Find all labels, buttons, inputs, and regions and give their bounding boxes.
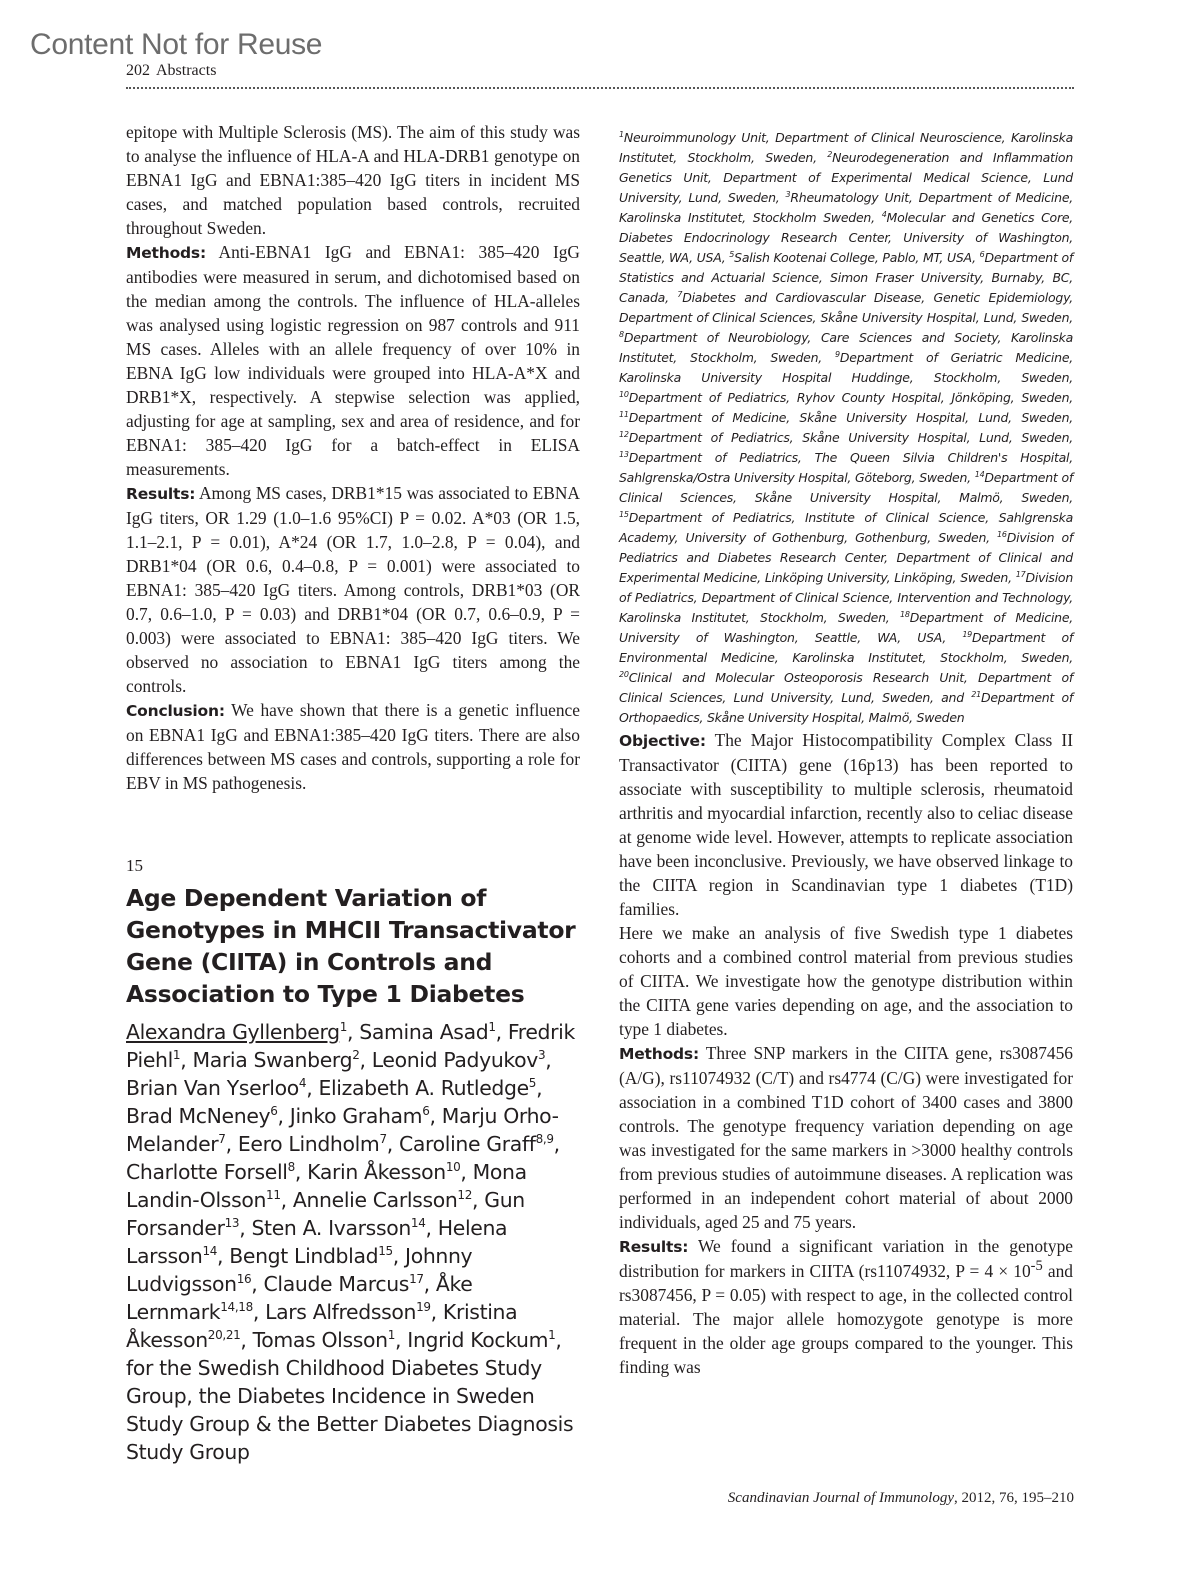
results-heading: Results: [619,1238,689,1256]
affiliation-number: 17 [1015,569,1026,579]
author-affiliation-sup: 2 [352,1048,360,1063]
results-heading: Results: [126,485,196,503]
author-name: , Brian Van Yserloo [126,1048,552,1100]
author-name: , Claude Marcus [251,1272,410,1296]
author-affiliation-sup: 1 [548,1328,556,1343]
affiliation-text: Salish Kootenai College, Pablo, MT, USA, [734,250,980,265]
affiliation-text: Neurodegeneration and Inflammation Genetics Unit, Department of Experimental Medical Science, Lund University, Lund, Sweden, [619,150,1073,205]
author-affiliation-sup: 8 [287,1160,295,1175]
author-name: , Karin Åkesson [294,1160,446,1184]
section-name: Abstracts [156,62,217,79]
author-name: , Leonid Padyukov [359,1048,538,1072]
author-name: , Samina Asad [347,1020,489,1044]
author-affiliation-sup: 12 [457,1188,472,1203]
affiliation-text: Department of Geriatric Medicine, Karolinska University Hospital Huddinge, Stockholm, Sweden, [619,350,1073,385]
affiliation-number: 1 [619,129,624,139]
affiliation-text: Department of Clinical Sciences, Skåne University Hospital, Malmö, Sweden, [619,470,1073,505]
affiliation-text: Department of Pediatrics, The Queen Silvia Children's Hospital, Sahlgrenska/Ostra University Hospital, Göteborg, Sweden, [619,450,1073,485]
affiliation-number: 12 [619,429,629,439]
affiliation-text: Department of Pediatrics, Skåne University Hospital, Lund, Sweden, [628,430,1073,445]
author-affiliation-sup: 7 [379,1132,387,1147]
methods-paragraph [619,1041,1073,1234]
journal-name: Scandinavian Journal of Immunology [727,1490,954,1506]
affiliation-number: 14 [974,469,985,479]
affiliation-number: 7 [677,289,683,299]
abstract-title: Age Dependent Variation of Genotypes in MHCII Transactivator Gene (CIITA) in Controls and Association to Type 1 Diabetes [126,884,576,1008]
affiliation-number: 5 [729,249,735,259]
conclusion-text: We have shown that there is a genetic influence on EBNA1 IgG and EBNA1:385–420 IgG titers. There are also differences between MS cases and controls, supporting a role for EBV in MS pathogenesis. [126,700,580,793]
author-name: , Marju Orho-Melander [126,1104,559,1156]
author-affiliation-sup: 5 [528,1076,537,1091]
affiliation-number: 13 [619,449,629,459]
author-affiliation-sup: 6 [422,1104,430,1119]
author-name: , Tomas Olsson [240,1328,388,1352]
author-name: , Lars Alfredsson [252,1300,417,1324]
affiliation-text: Department of Medicine, Skåne University Hospital, Lund, Sweden, [628,410,1073,425]
affiliation-text: Molecular and Genetics Core, Diabetes Endocrinology Research Center, University of Washington, Seattle, WA, USA, [619,210,1074,265]
author-name: , Helena Larsson [126,1216,508,1268]
methods-text: Three SNP markers in the CIITA gene, rs3087456 (A/G), rs11074932 (C/T) and rs4774 (C/G) were investigated for association in a combined T1D cohort of 3400 cases and 3800 controls. The genotype frequency variation depending on age was investigated for the same markers in >3000 healthy controls from previous studies of autoimmune diseases. A replication was performed in an independent cohort material of about 2000 individuals, aged 25 and 75 years. [619,1043,1073,1232]
affiliation-text: Department of Orthopaedics, Skåne University Hospital, Malmö, Sweden [619,690,1073,725]
affiliation-text: Neuroimmunology Unit, Department of Clinical Neuroscience, Karolinska Institutet, Stockholm, Sweden, [619,130,1073,165]
affiliation-text: Department of Pediatrics, Ryhov County Hospital, Jönköping, Sweden, [628,390,1073,405]
objective-text: The Major Histocompatibility Complex Class II Transactivator (CIITA) gene (16p13) has been reported to associate with susceptibility to multiple sclerosis, rheumatoid arthritis and myocardial infarction, recently also to celiac disease at genome wide level. However, attempts to replicate association have been inconclusive. Previously, we have observed linkage to the CIITA region in Scandinavian type 1 diabetes (T1D) families. [619,730,1073,919]
author-affiliation-sup: 17 [409,1272,424,1287]
affiliation-number: 16 [997,529,1007,539]
affiliation-number: 15 [619,509,629,519]
affiliation-number: 10 [619,389,629,399]
author-affiliation-sup: 7 [218,1132,226,1147]
affiliation-text: Division of Pediatrics, Department of Clinical Science, Intervention and Technology, Karolinska Institutet, Stockholm, Sweden, [619,570,1073,625]
abstract-body [619,128,1073,1379]
author-affiliation-sup: 10 [445,1160,461,1175]
author-name: , Sten A. Ivarsson [239,1216,411,1240]
header-rule [126,87,1074,89]
affiliation-text: Rheumatology Unit, Department of Medicine, Karolinska Institutet, Stockholm Sweden, [619,190,1073,225]
author-affiliation-sup: 1 [488,1020,496,1035]
author-name: , Brad McNeney [126,1076,543,1128]
affiliation-text: Diabetes and Cardiovascular Disease, Genetic Epidemiology, Department of Clinical Sciences, Skåne University Hospital, Lund, Sweden, [619,290,1073,325]
author-list [126,1018,591,1466]
author-affiliation-sup: 14 [410,1216,426,1231]
conclusion-heading: Conclusion: [126,702,225,720]
affiliation-number: 8 [619,329,624,339]
journal-footer [728,1490,1074,1507]
methods-paragraph [126,240,580,481]
author-name: , Kristina Åkesson [126,1300,518,1352]
affiliation-number: 4 [881,209,887,219]
author-name: , Annelie Carlsson [280,1188,458,1212]
results-exponent: -5 [1030,1258,1043,1275]
page-number: 202 [126,62,150,79]
author-affiliation-sup: 11 [266,1188,281,1203]
presenter-affiliation-sup: 1 [339,1020,348,1035]
conclusion-paragraph [126,698,580,795]
affiliation-text: Department of Pediatrics, Institute of Clinical Science, Sahlgrenska Academy, University of Gothenburg, Gothenburg, Sweden, [619,510,1073,545]
author-name: , Elizabeth A. Rutledge [306,1076,529,1100]
methods-heading: Methods: [619,1045,699,1063]
results-text-b: and rs3087456, P = 0.05) with respect to age, in the collected control material. The major allele homozygote genotype is more frequent in the older age groups compared to the younger. This finding was [619,1261,1073,1377]
affiliation-number: 11 [619,409,629,419]
affiliation-number: 18 [900,609,910,619]
objective-heading: Objective: [619,732,706,750]
affiliation-text: Clinical and Molecular Osteoporosis Research Unit, Department of Clinical Sciences, Lund University, Lund, Sweden, and [619,670,1073,705]
co-authors [126,1020,575,1352]
author-affiliation-sup: 1 [387,1328,396,1343]
running-head [126,62,216,80]
author-affiliation-sup: 16 [236,1272,252,1287]
objective-paragraph [619,728,1073,921]
author-affiliation-sup: 15 [378,1244,393,1259]
objective-paragraph-2: Here we make an analysis of five Swedish type 1 diabetes cohorts and a combined control material from previous studies of CIITA. We investigate how the genotype distribution within the CIITA gene varies depending on age, and the association to type 1 diabetes. [619,923,1073,1039]
author-affiliation-sup: 1 [172,1048,181,1063]
author-name: , Ingrid Kockum [395,1328,549,1352]
results-paragraph [619,1234,1073,1379]
author-name: , Johnny Ludvigsson [126,1244,473,1296]
author-name: , Bengt Lindblad [217,1244,379,1268]
author-name: , Gun Forsander [126,1188,525,1240]
affiliation-number: 2 [827,149,833,159]
author-name: , Charlotte Forsell [126,1132,560,1184]
intro-paragraph: epitope with Multiple Sclerosis (MS). The aim of this study was to analyse the influence of HLA-A and HLA-DRB1 genotype on EBNA1 IgG and EBNA1:385–420 IgG titers in incident MS cases, and matched population based controls, recruited throughout Sweden. [126,122,580,238]
author-affiliation-sup: 4 [298,1076,307,1091]
affiliation-number: 19 [962,629,973,639]
journal-citation: , 2012, 76, 195–210 [954,1490,1074,1506]
presenting-author: Alexandra Gyllenberg [126,1020,340,1044]
author-affiliation-sup: 14,18 [220,1300,253,1315]
author-affiliation-sup: 13 [224,1216,240,1231]
results-text: Among MS cases, DRB1*15 was associated to EBNA IgG titers, OR 1.29 (1.0–1.6 95%CI) P = 0.02. A*03 (OR 1.5, 1.1–2.1, P = 0.01), A*24 (OR 1.7, 1.0–2.8, P = 0.04), and DRB1*04 (OR 0.6, 0.4–0.8, P = 0.001) were associated to EBNA1: 385–420 IgG titers. Among controls, DRB1*03 (OR 0.7, 0.6–1.0, P = 0.03) and DRB1*04 (OR 0.7, 0.6–0.9, P = 0.003) were associated to EBNA1: 385–420 IgG titers. We observed no association to EBNA1 IgG titers among the controls. [126,483,580,696]
affiliation-text: Department of Neurobiology, Care Sciences and Society, Karolinska Institutet, Stockholm, Sweden, [619,330,1073,365]
abstract-number: 15 [126,856,143,875]
affiliation-number: 9 [835,349,840,359]
author-name: , Åke Lernmark [126,1272,473,1324]
author-affiliation-sup: 20,21 [207,1328,241,1343]
author-affiliation-sup: 8,9 [535,1132,554,1147]
affiliation-number: 21 [971,689,981,699]
affiliation-text: Division of Pediatrics and Diabetes Research Center, Department of Clinical and Experimental Medicine, Linköping University, Linköping, Sweden, [619,530,1074,585]
affiliation-number: 20 [619,669,629,679]
results-paragraph [126,481,580,698]
affiliations [619,128,1073,728]
affiliation-text: Department of Medicine, University of Washington, Seattle, WA, USA, [619,610,1073,645]
affiliation-number: 6 [979,249,985,259]
author-affiliation-sup: 6 [270,1104,278,1119]
author-affiliation-sup: 14 [202,1244,218,1259]
watermark: Content Not for Reuse [30,28,323,61]
affiliation-number: 3 [785,189,791,199]
methods-heading: Methods: [126,244,206,262]
author-name: , Caroline Graff [386,1132,536,1156]
study-groups: , for the Swedish Childhood Diabetes Study Group, the Diabetes Incidence in Sweden Study Group & the Better Diabetes Diagnosis Study Group [126,1328,574,1464]
author-name: , Maria Swanberg [180,1048,353,1072]
author-name: , Jinko Graham [277,1104,423,1128]
author-name: , Mona Landin-Olsson [126,1160,527,1212]
affiliation-text: Department of Environmental Medicine, Karolinska Institutet, Stockholm, Sweden, [619,630,1073,665]
author-affiliation-sup: 3 [537,1048,546,1063]
author-name: , Eero Lindholm [225,1132,380,1156]
methods-text: Anti-EBNA1 IgG and EBNA1: 385–420 IgG antibodies were measured in serum, and dichotomised based on the median among the controls. The influence of HLA-alleles was analysed using logistic regression on 987 controls and 911 MS cases. Alleles with an allele frequency of over 10% in EBNA IgG low individuals were grouped into HLA-A*X and DRB1*X, respectively. A stepwise selection was applied, adjusting for age at sampling, sex and area of residence, and for EBNA1: 385–420 IgG for a batch-effect in ELISA measurements. [126,242,580,479]
affiliation-text: Department of Statistics and Actuarial Science, Simon Fraser University, Burnaby, BC, Canada, [619,250,1073,305]
previous-abstract-continuation [126,120,580,795]
author-name: , Fredrik Piehl [126,1020,575,1072]
author-affiliation-sup: 19 [416,1300,431,1315]
results-text-a: We found a significant variation in the genotype distribution for markers in CIITA (rs11074932, P = 4 × 10 [619,1236,1074,1281]
